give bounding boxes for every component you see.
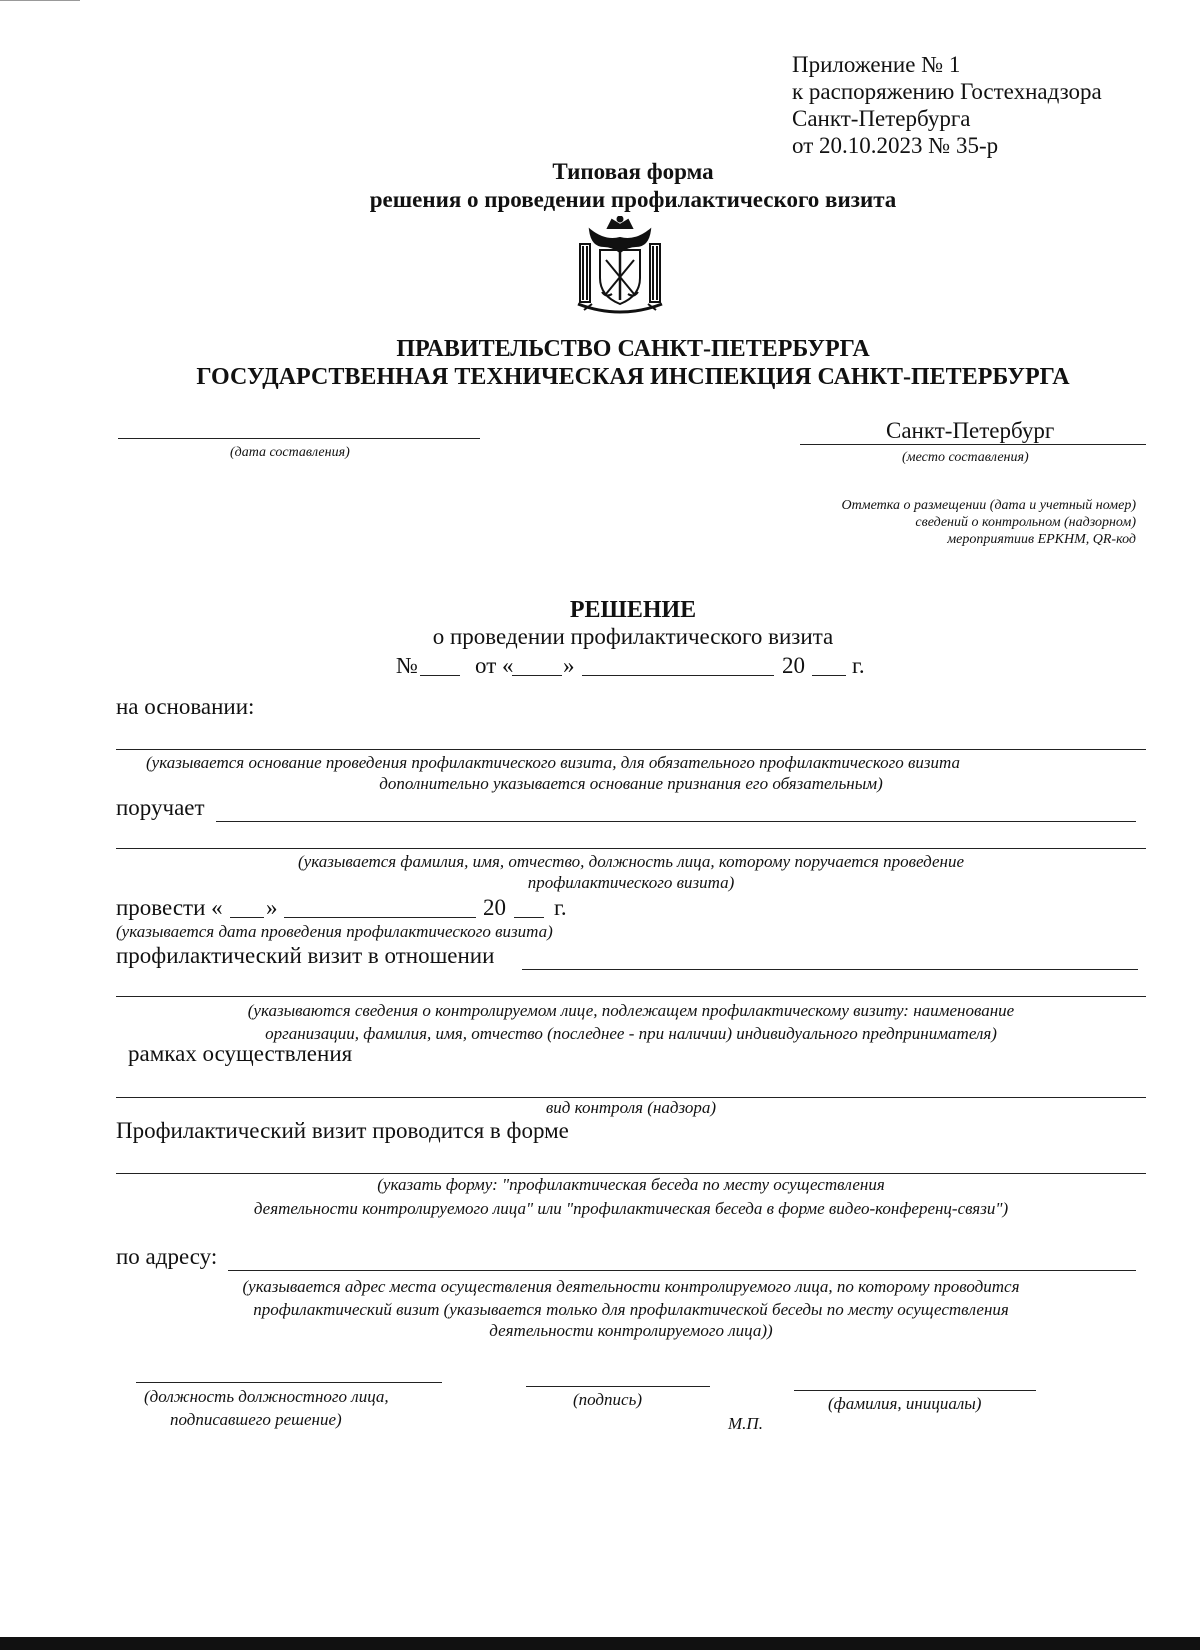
basis-label: на основании: bbox=[116, 694, 255, 719]
format-label: Профилактический визит проводится в форме bbox=[116, 1118, 569, 1143]
date-field-line[interactable] bbox=[118, 438, 480, 439]
conduct-day-field[interactable] bbox=[230, 917, 264, 918]
decision-year-suffix: г. bbox=[852, 653, 865, 678]
erknm-note-line-1: Отметка о размещении (дата и учетный номер) bbox=[841, 498, 1136, 513]
position-field-line[interactable] bbox=[136, 1382, 442, 1383]
subject-label: профилактический визит в отношении bbox=[116, 943, 495, 968]
assign-field-line-2[interactable] bbox=[116, 848, 1146, 849]
conduct-quote-close: » bbox=[266, 895, 278, 920]
conduct-year-prefix: 20 bbox=[483, 895, 506, 920]
conduct-year-suffix: г. bbox=[554, 895, 567, 920]
subject-caption-line-1: (указываются сведения о контролируемом лице, подлежащем профилактическому визиту: наименование bbox=[247, 1001, 1015, 1020]
conduct-label: провести « bbox=[116, 895, 223, 920]
erknm-note-line-3: мероприятиив ЕРКНМ, QR-код bbox=[947, 532, 1136, 547]
decision-title: РЕШЕНИЕ bbox=[569, 597, 697, 623]
decision-number-field[interactable] bbox=[420, 675, 460, 676]
format-caption-line-2: деятельности контролируемого лица" или "профилактическая беседа в форме видео-конференц-связи") bbox=[253, 1199, 1009, 1218]
assign-caption-line-1: (указывается фамилия, имя, отчество, должность лица, которому поручается проведение bbox=[297, 852, 964, 871]
conduct-month-field[interactable] bbox=[284, 917, 476, 918]
basis-caption-line-1: (указывается основание проведения профилактического визита, для обязательного профилактического визита bbox=[146, 753, 961, 772]
form-title-line-1: Типовая форма bbox=[552, 159, 714, 184]
place-caption: (место составления) bbox=[902, 450, 1029, 465]
appendix-line-2: к распоряжению Гостехнадзора bbox=[792, 79, 1102, 104]
signature-field-line[interactable] bbox=[526, 1386, 710, 1387]
authority-line-2: ГОСУДАРСТВЕННАЯ ТЕХНИЧЕСКАЯ ИНСПЕКЦИЯ САНКТ-ПЕТЕРБУРГА bbox=[196, 364, 1070, 390]
address-caption-line-2: профилактический визит (указывается только для профилактической беседы по месту осуществления bbox=[253, 1300, 1009, 1319]
assign-field-line-1[interactable] bbox=[216, 821, 1136, 822]
scan-edge-mark bbox=[0, 0, 80, 1]
date-caption: (дата составления) bbox=[230, 445, 350, 460]
appendix-line-1: Приложение № 1 bbox=[792, 52, 961, 77]
conduct-caption: (указывается дата проведения профилактического визита) bbox=[116, 922, 553, 941]
name-caption: (фамилия, инициалы) bbox=[828, 1394, 982, 1413]
assign-label: поручает bbox=[116, 795, 205, 820]
decision-from-label: от « bbox=[475, 653, 514, 678]
subject-field-line-2[interactable] bbox=[116, 996, 1146, 997]
decision-day-field[interactable] bbox=[512, 675, 562, 676]
place-field-line[interactable] bbox=[800, 444, 1146, 445]
erknm-note-line-2: сведений о контрольном (надзорном) bbox=[915, 515, 1136, 530]
address-label: по адресу: bbox=[116, 1244, 218, 1269]
stamp-place: М.П. bbox=[728, 1414, 763, 1433]
position-caption-line-1: (должность должностного лица, bbox=[144, 1387, 389, 1406]
conduct-year-field[interactable] bbox=[514, 917, 544, 918]
name-field-line[interactable] bbox=[794, 1390, 1036, 1391]
appendix-line-3: Санкт-Петербурга bbox=[792, 106, 971, 131]
subject-caption-line-2: организации, фамилия, имя, отчество (последнее - при наличии) индивидуального предпринимателя) bbox=[265, 1024, 997, 1043]
form-title-line-2: решения о проведении профилактического визита bbox=[369, 187, 897, 212]
format-caption-line-1: (указать форму: "профилактическая беседа по месту осуществления bbox=[377, 1175, 885, 1194]
saint-petersburg-coat-of-arms-icon bbox=[570, 216, 670, 318]
address-field-line[interactable] bbox=[228, 1270, 1136, 1271]
control-label: рамках осуществления bbox=[128, 1041, 353, 1066]
appendix-line-4: от 20.10.2023 № 35-р bbox=[792, 133, 999, 158]
address-caption-line-1: (указывается адрес места осуществления деятельности контролируемого лица, по которому проводится bbox=[242, 1277, 1020, 1296]
assign-caption-line-2: профилактического визита) bbox=[527, 873, 735, 892]
control-caption: вид контроля (надзора) bbox=[545, 1098, 717, 1117]
scan-bottom-border bbox=[0, 1637, 1200, 1650]
decision-year-field[interactable] bbox=[812, 675, 846, 676]
basis-field-line[interactable] bbox=[116, 749, 1146, 750]
authority-line-1: ПРАВИТЕЛЬСТВО САНКТ-ПЕТЕРБУРГА bbox=[396, 336, 870, 362]
signature-caption: (подпись) bbox=[573, 1390, 642, 1409]
subject-field-line-1[interactable] bbox=[522, 969, 1138, 970]
decision-number-prefix: № bbox=[396, 653, 418, 678]
address-caption-line-3: деятельности контролируемого лица)) bbox=[489, 1321, 773, 1340]
place-value: Санкт-Петербург bbox=[886, 418, 1055, 443]
decision-quote-close: » bbox=[563, 653, 575, 678]
decision-subtitle: о проведении профилактического визита bbox=[432, 624, 834, 649]
position-caption-line-2: подписавшего решение) bbox=[170, 1410, 342, 1429]
decision-month-field[interactable] bbox=[582, 675, 774, 676]
decision-year-prefix: 20 bbox=[782, 653, 805, 678]
basis-caption-line-2: дополнительно указывается основание признания его обязательным) bbox=[379, 774, 883, 793]
